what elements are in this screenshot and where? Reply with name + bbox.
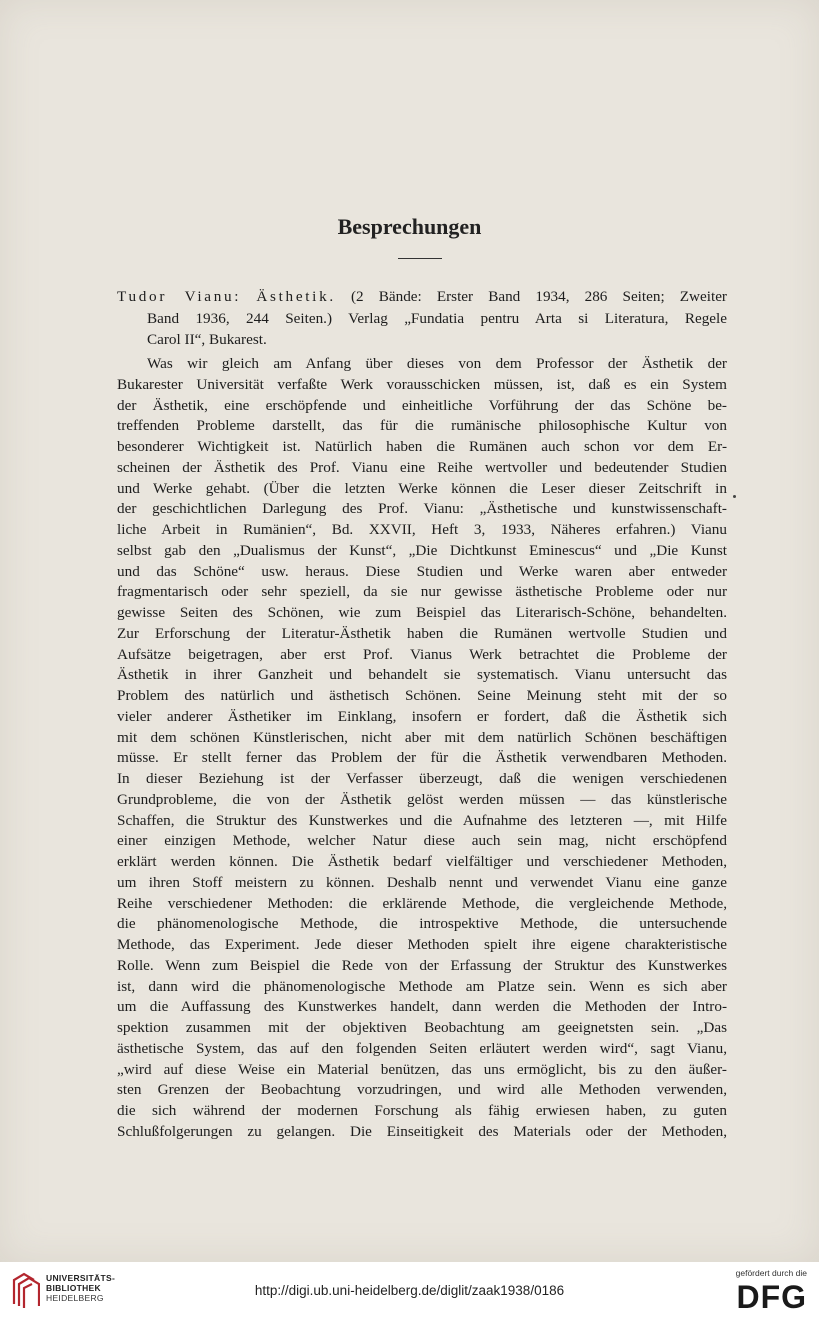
margin-mark: [733, 495, 736, 498]
body-line: treffenden Probleme darstellt, das für die rumänische philosophische Kultur von: [117, 417, 727, 435]
body-line: Schlußfolgerungen zu gelangen. Die Einseitigkeit des Materials oder der Methoden,: [117, 1122, 727, 1140]
body-line: selbst gab den „Dualismus der Kunst“, „Die Dichtkunst Eminescus“ und „Die Kunst: [117, 541, 727, 559]
body-line: Ästhetik in ihrer Ganzheit und behandelt sie systematisch. Vianu untersucht das: [117, 666, 727, 684]
body-line: Methode, das Experiment. Jede dieser Methoden spielt ihre eigene charakteristische: [117, 936, 727, 953]
library-name-line3: HEIDELBERG: [46, 1293, 104, 1303]
footer-bar: [0, 1262, 819, 1320]
body-line: die sich während der modernen Forschung als fähig erwiesen haben, zu guten: [117, 1102, 727, 1119]
body-line: fragmentarisch oder sehr speziell, da sie nur gewisse ästhetische Probleme oder nur: [117, 583, 727, 601]
body-line: Problem des natürlich und ästhetisch Schönen. Seine Meinung steht mit der so: [117, 687, 727, 704]
section-heading: Besprechungen: [337, 214, 482, 239]
body-line: erklärt werden können. Die Ästhetik bedarf vielfältiger und verschiedener Methoden,: [117, 853, 727, 870]
review-entry: [117, 286, 727, 351]
heading-rule: [398, 258, 442, 259]
entry-title: Ästhetik.: [256, 288, 336, 305]
body-line: um die Auffassung des Kunstwerkes handelt, dann werden die Methoden der Intro-: [117, 998, 727, 1016]
body-line: gewisse Seiten des Schönen, wie zum Beispiel das Literarisch-Schöne, behandelten.: [117, 604, 727, 621]
body-line: sten Grenzen der Beobachtung vorzudringen, und wird alle Methoden verwenden,: [117, 1081, 727, 1099]
library-name-line2: BIBLIOTHEK: [46, 1283, 101, 1293]
review-body: [117, 354, 727, 1143]
entry-line-3: Carol II“, Bukarest.: [147, 331, 267, 349]
body-line: Reihe verschiedener Methoden: die erklärende Methode, die vergleichende Methode,: [117, 894, 727, 912]
entry-author: Tudor Vianu:: [117, 288, 242, 305]
sponsor-caption: gefördert durch die: [735, 1268, 807, 1278]
library-name-line1: UNIVERSITÄTS-: [46, 1273, 116, 1283]
entry-line-2: Band 1936, 244 Seiten.) Verlag „Fundatia pentru Arta si Literatura, Regele: [147, 309, 727, 327]
body-line: ist, dann wird die phänomenologische Methode am Platze sein. Wenn es sich aber: [117, 977, 727, 995]
body-line: einer einzigen Methode, welcher Natur diese auch sein mag, nicht erschöpfend: [117, 832, 727, 850]
body-line: mit dem schönen Künstlerischen, nicht aber mit dem natürlich Schönen beschäftigen: [117, 728, 727, 746]
body-line: Zur Erforschung der Literatur-Ästhetik haben die Rumänen wertvolle Studien und: [117, 624, 727, 642]
body-line: vieler anderer Ästhetiker im Einklang, insofern er fordert, daß die Ästhetik sich: [117, 707, 727, 725]
body-line: der geschichtlichen Darlegung des Prof. Vianu: „Ästhetische und kunstwissenschaft-: [117, 500, 727, 518]
body-line: In dieser Beziehung ist der Verfasser überzeugt, daß die wenigen verschiedenen: [117, 770, 727, 787]
body-line: der Ästhetik, eine erschöpfende und einheitliche Vorführung der das Schöne be-: [117, 396, 727, 414]
body-line: um ihren Stoff meistern zu können. Deshalb nennt und verwendet Vianu eine ganze: [117, 873, 727, 891]
body-line: Schaffen, die Struktur des Kunstwerkes und die Aufnahme des letzteren —, mit Hilfe: [117, 811, 727, 829]
body-line: und das Schöne“ usw. heraus. Diese Studien und Werke waren aber entweder: [117, 562, 727, 580]
body-line: Bukarester Universität verfaßte Werk vorausschicken müssen, ist, daß es ein System: [117, 375, 727, 393]
entry-line-1: [117, 286, 727, 308]
body-line: ästhetische System, das auf den folgenden Seiten erläutert werden wird“, sagt Vianu,: [117, 1039, 727, 1057]
entry-details: (2 Bände: Erster Band 1934, 286 Seiten; Zweiter: [335, 288, 727, 305]
body-line: Was wir gleich am Anfang über dieses von dem Professor der Ästhetik der: [147, 355, 727, 372]
body-line: Aufsätze beigetragen, aber erst Prof. Vianus Werk betrachtet die Probleme der: [117, 645, 727, 663]
body-line: liche Arbeit in Rumänien“, Bd. XXVII, Heft 3, 1933, Näheres erfahren.) Vianu: [117, 521, 727, 538]
body-line: Rolle. Wenn zum Beispiel die Rede von der Erfassung der Struktur des Kunstwerkes: [117, 956, 727, 974]
body-line: „wird auf diese Weise ein Material benützen, das uns ermöglicht, bis zu den äußer-: [117, 1060, 727, 1078]
body-line: spektion zusammen mit der objektiven Beobachtung am geeignetsten sein. „Das: [117, 1019, 727, 1036]
permalink-url[interactable]: http://digi.ub.uni-heidelberg.de/diglit/zaak1938/0186: [254, 1283, 565, 1298]
body-line: die phänomenologische Methode, die introspektive Methode, die untersuchende: [117, 915, 727, 933]
body-line: müsse. Er stellt ferner das Problem der für die Ästhetik verwendbaren Methoden.: [117, 749, 727, 767]
body-line: besonderer Wichtigkeit ist. Natürlich haben die Rumänen auch schon vor dem Er-: [117, 438, 727, 455]
body-line: Grundprobleme, die von der Ästhetik gelöst werden müssen — das künstlerische: [117, 790, 727, 808]
body-line: scheinen der Ästhetik des Prof. Vianu eine Reihe wertvoller und bedeutender Studien: [117, 458, 727, 476]
body-line: und Werke gehabt. (Über die letzten Werke können die Leser dieser Zeitschrift in: [117, 479, 727, 497]
dfg-logo: DFG: [736, 1279, 807, 1315]
